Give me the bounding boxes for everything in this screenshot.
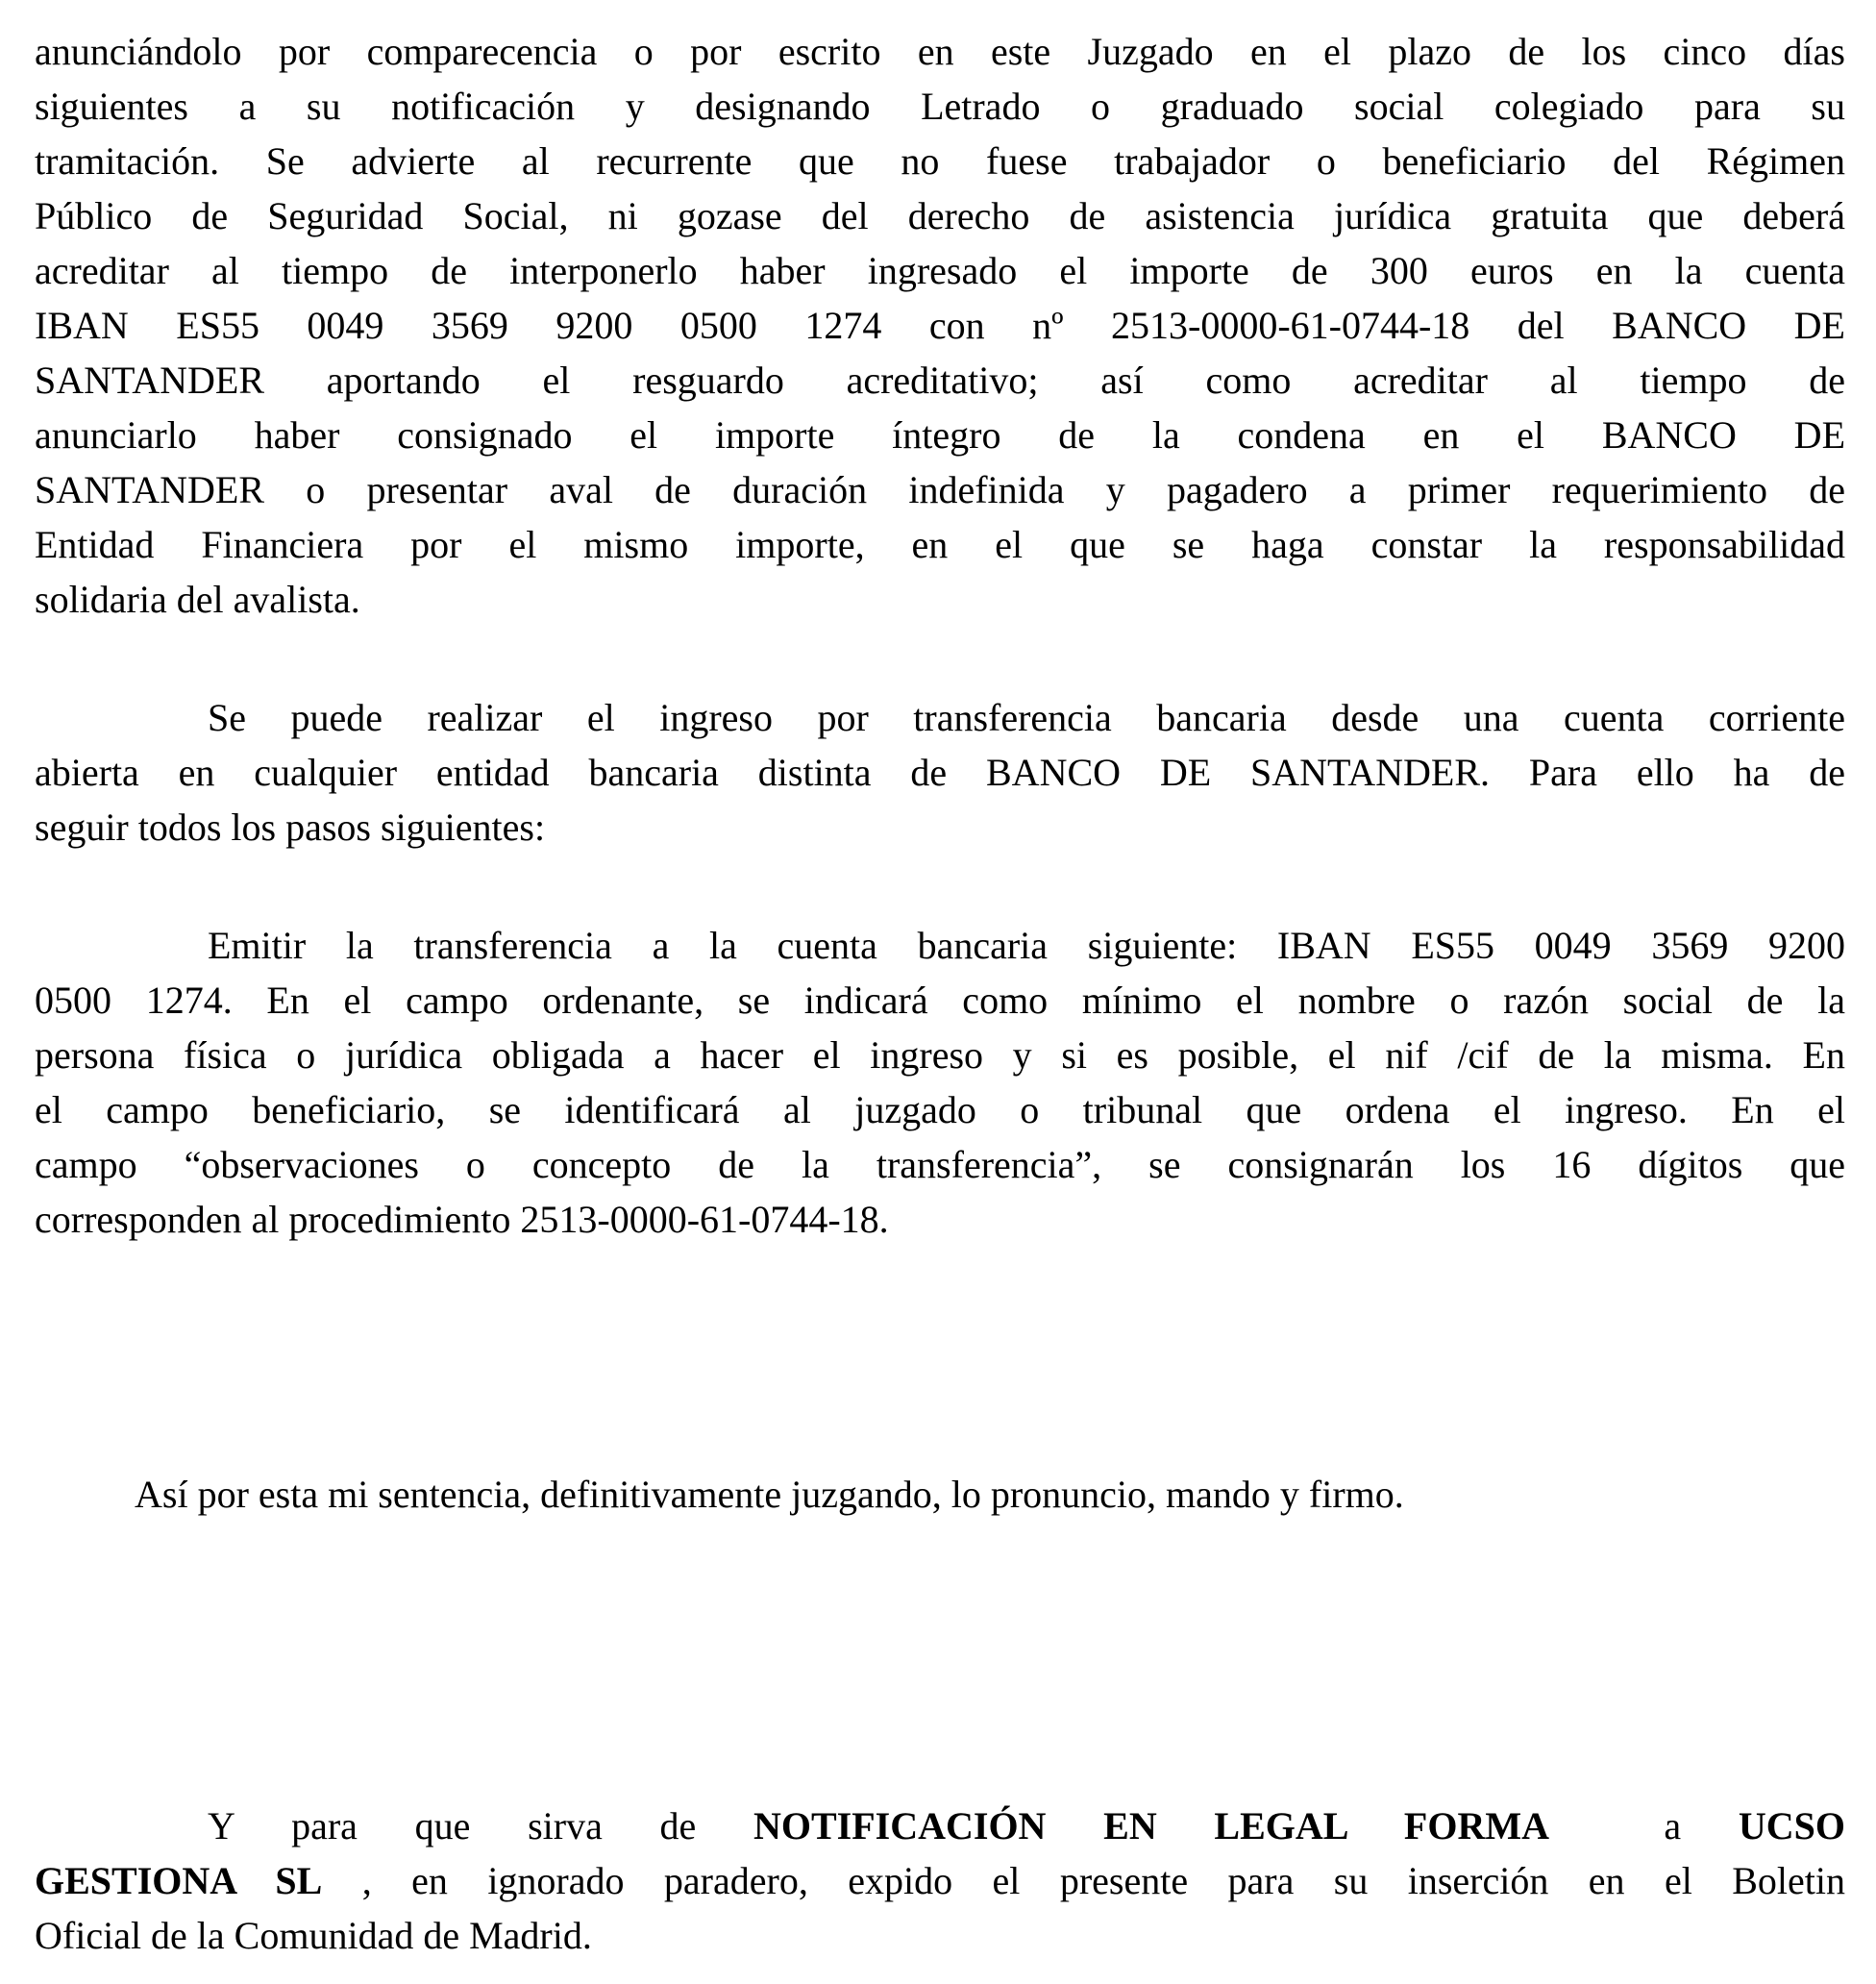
closing-line: Así por esta mi sentencia, definitivamente juzgando, lo pronuncio, mando y firmo. (135, 1473, 1404, 1516)
notification-line-2 (35, 1853, 1845, 1908)
text-segment: , en ignorado paradero, expido el presente para su inserción en el Boletin (322, 1859, 1846, 1902)
text-line: tramitación. Se advierte al recurrente que no fuese trabajador o beneficiario del Régimen (35, 139, 1845, 183)
text-line: el campo beneficiario, se identificará al juzgado o tribunal que ordena el ingreso. En el (35, 1088, 1845, 1131)
text-segment: Y para que sirva de (208, 1804, 753, 1848)
text-line: siguientes a su notificación y designando Letrado o graduado social colegiado para su (35, 85, 1845, 128)
text-line: acreditar al tiempo de interponerlo haber ingresado el importe de 300 euros en la cuenta (35, 249, 1845, 292)
text-line: Público de Seguridad Social, ni gozase del derecho de asistencia jurídica gratuita que deberá (35, 194, 1845, 237)
text-line: Emitir la transferencia a la cuenta bancaria siguiente: IBAN ES55 0049 3569 9200 (208, 924, 1845, 967)
bold-company-name: GESTIONA SL (35, 1859, 323, 1902)
paragraph-transfer-steps (35, 918, 1845, 1247)
text-line: IBAN ES55 0049 3569 9200 0500 1274 con nº 2513-0000-61-0744-18 del BANCO DE (35, 304, 1845, 347)
paragraph-notification (35, 1798, 1845, 1963)
bold-company-name: UCSO (1738, 1804, 1845, 1848)
paragraph-sentence-closing (135, 1467, 1404, 1522)
bold-notification-title: NOTIFICACIÓN EN LEGAL FORMA (753, 1804, 1549, 1848)
text-line: solidaria del avalista. (35, 578, 360, 621)
text-line: SANTANDER o presentar aval de duración indefinida y pagadero a primer requerimiento de (35, 468, 1845, 511)
notification-line-3: Oficial de la Comunidad de Madrid. (35, 1914, 592, 1957)
text-line: Se puede realizar el ingreso por transferencia bancaria desde una cuenta corriente (208, 696, 1845, 739)
text-line: 0500 1274. En el campo ordenante, se indicará como mínimo el nombre o razón social de la (35, 979, 1845, 1022)
text-segment: a (1549, 1804, 1739, 1848)
text-line: corresponden al procedimiento 2513-0000-61-0744-18. (35, 1198, 889, 1241)
text-line: seguir todos los pasos siguientes: (35, 806, 546, 849)
text-line: campo “observaciones o concepto de la transferencia”, se consignarán los 16 dígitos que (35, 1143, 1845, 1186)
text-line: anunciándolo por comparecencia o por escrito en este Juzgado en el plazo de los cinco días (35, 30, 1845, 73)
paragraph-appeal-instructions (35, 24, 1845, 627)
paragraph-transfer-info (35, 690, 1845, 855)
notification-line-1 (35, 1798, 1845, 1853)
text-line: Entidad Financiera por el mismo importe, en el que se haga constar la responsabilidad (35, 523, 1845, 566)
text-line: anunciarlo haber consignado el importe íntegro de la condena en el BANCO DE (35, 413, 1845, 457)
text-line: abierta en cualquier entidad bancaria distinta de BANCO DE SANTANDER. Para ello ha de (35, 751, 1845, 794)
text-line: SANTANDER aportando el resguardo acreditativo; así como acreditar al tiempo de (35, 359, 1845, 402)
text-line: persona física o jurídica obligada a hacer el ingreso y si es posible, el nif /cif de la misma. En (35, 1033, 1845, 1077)
